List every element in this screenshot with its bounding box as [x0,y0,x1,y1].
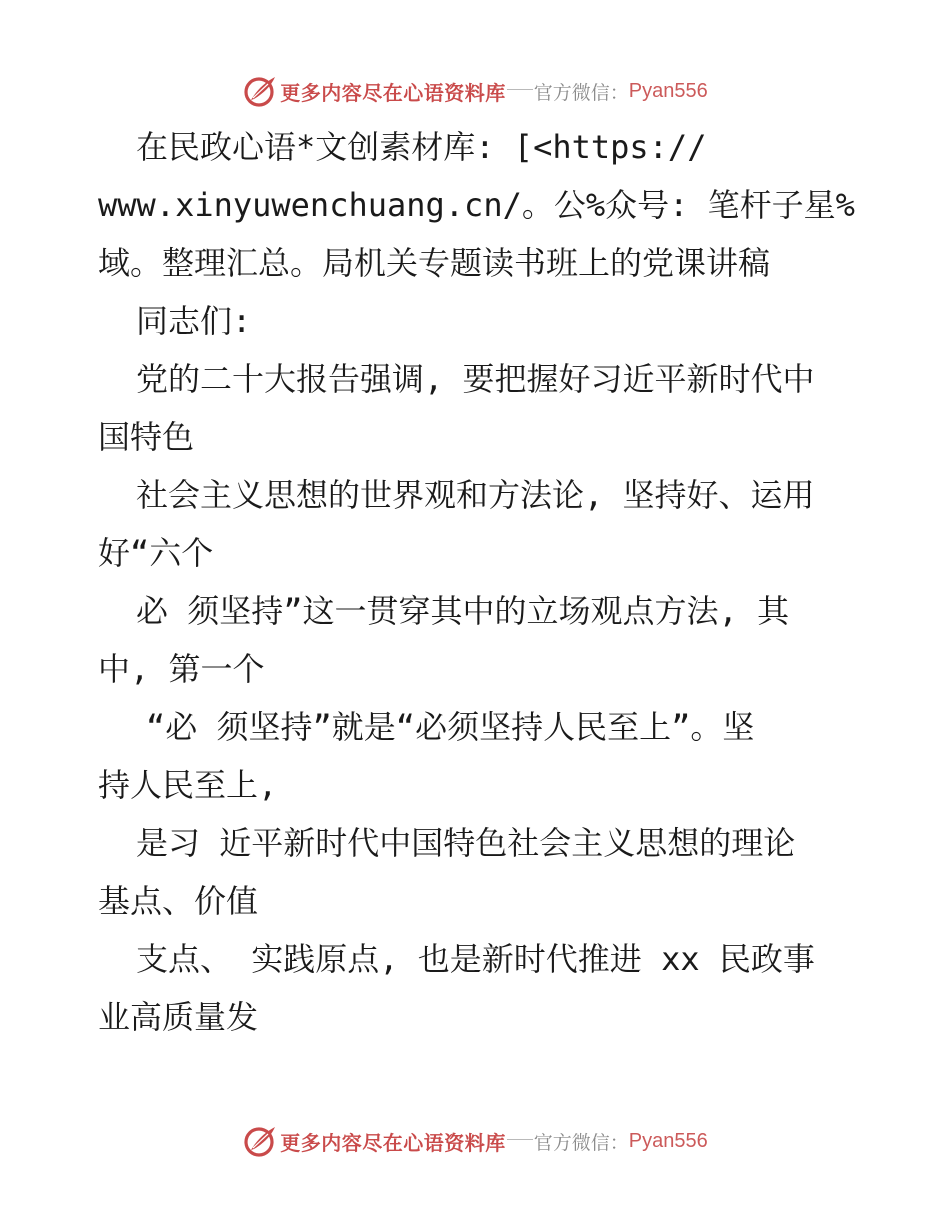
banner-wechat-id: Pyan556 [628,79,708,102]
banner-wechat-id: Pyan556 [628,1129,708,1152]
text-line: 支点、 实践原点, 也是新时代推进 xx 民政事 [136,940,815,978]
banner-dash [507,1139,533,1140]
text-line: 国特色 [98,418,195,456]
header-banner [0,69,950,113]
banner-gray-text: 官方微信： [533,81,629,104]
text-line: 持人民至上, [98,766,278,804]
text-line: 是习 近平新时代中国特色社会主义思想的理论 [136,824,796,862]
text-line: 同志们: [136,302,252,340]
footer-banner-content [242,1123,707,1159]
quill-logo-icon [242,1123,278,1159]
banner-red-text: 更多内容尽在心语资料库 [280,80,506,105]
footer-banner [0,1119,950,1163]
text-line: 党的二十大报告强调, 要把握好习近平新时代中 [136,360,815,398]
banner-red-text: 更多内容尽在心语资料库 [280,1130,506,1155]
text-line: 业高质量发 [98,998,259,1036]
text-line: 社会主义思想的世界观和方法论, 坚持好、运用 [136,476,815,514]
text-line: 必 须坚持”这一贯穿其中的立场观点方法, 其 [136,592,790,630]
banner-gray-text: 官方微信： [533,1131,629,1154]
text-line: 在民政心语*文创素材库: [<https:// [136,128,707,166]
quill-logo-icon [242,73,278,109]
header-banner-content [242,73,707,109]
text-line: 基点、价值 [98,882,259,920]
document-body [98,118,858,1046]
banner-dash [507,89,533,90]
text-line: 域。整理汇总。局机关专题读书班上的党课讲稿 [98,244,771,282]
text-line: “必 须坚持”就是“必须坚持人民至上”。坚 [146,708,755,746]
text-line: 中, 第一个 [98,650,265,688]
text-line: 好“六个 [98,534,214,572]
text-line: www.xinyuwenchuang.cn/。公%众号: 笔杆子星% [98,186,855,224]
